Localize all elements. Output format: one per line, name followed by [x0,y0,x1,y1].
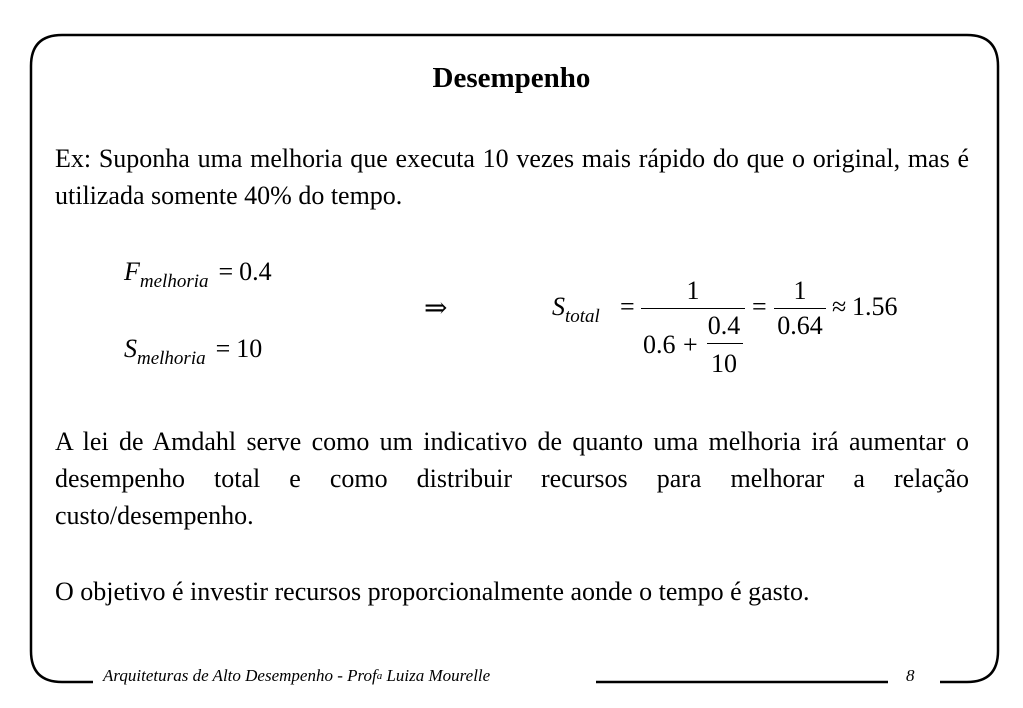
implies-arrow: ⇒ [424,293,448,324]
page-number: 8 [906,666,915,685]
footer-superscript: a [376,670,383,682]
objective-paragraph: O objetivo é investir recursos proporcionalmente aonde o tempo é gasto. [55,577,810,606]
f-subscript: melhoria [139,271,209,292]
s-melhoria-formula [124,334,262,367]
frac1-plus: + [683,330,698,359]
f-equals: = [218,257,234,286]
frac1-denominator-term: 0.6 [643,330,676,359]
stotal-equals: = [620,292,635,321]
s-value: 10 [236,334,263,363]
f-symbol: F [124,257,140,286]
s-equals: = [215,334,231,363]
s-subscript: melhoria [137,348,206,369]
approx-sign: ≈ [832,292,847,321]
stotal-subscript: total [565,306,600,327]
stotal-symbol: S [552,292,565,321]
inner-fraction-line [707,343,743,344]
frac2-denominator: 0.64 [777,311,823,340]
result-value: 1.56 [852,292,898,321]
slide-title: Desempenho [432,62,591,94]
frac2-numerator: 1 [793,276,807,305]
footer-author: Luiza Mourelle [382,666,491,685]
inner-numerator: 0.4 [707,311,741,340]
footer-course [103,665,490,689]
f-value: 0.4 [239,257,272,286]
s-total-label [552,292,600,325]
frac1-numerator: 1 [686,276,700,305]
frac-equals: = [752,292,767,321]
frac1-line [641,308,745,309]
inner-denominator: 10 [711,349,737,378]
frac2-line [774,308,826,309]
f-melhoria-formula [124,257,272,290]
amdahl-paragraph: A lei de Amdahl serve como um indicativo de quanto uma melhoria irá aumentar o desempenho total e como distribuir recursos para melhorar a relação custo/desempenho. [55,427,969,530]
intro-paragraph: Ex: Suponha uma melhoria que executa 10 vezes mais rápido do que o original, mas é utilizada somente 40% do tempo. [55,144,969,210]
s-symbol: S [124,334,137,363]
footer-course-text: Arquiteturas de Alto Desempenho - Prof [103,666,377,685]
